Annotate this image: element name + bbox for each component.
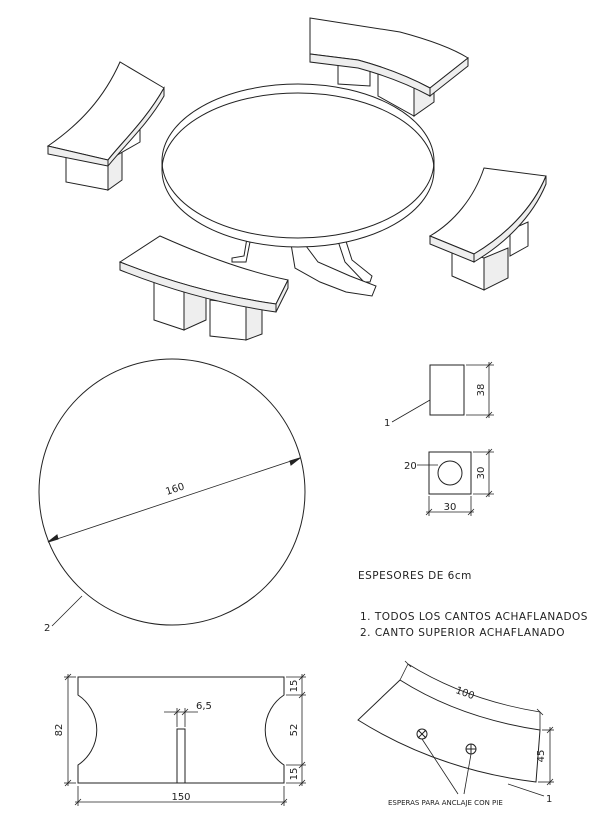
round-tabletop (162, 84, 434, 247)
callout-leader-2 (52, 596, 82, 626)
leg-section (404, 449, 494, 516)
anchor-label: ESPERAS PARA ANCLAJE CON PIE (388, 799, 503, 807)
callout-2: 2 (44, 623, 51, 634)
bench-top-left (48, 62, 164, 190)
callout-1: 1 (384, 418, 391, 429)
bench-front (120, 236, 288, 340)
leg-side-view (430, 365, 464, 415)
bottom-section-label: 15 (289, 767, 300, 781)
callout-1-seat: 1 (546, 794, 553, 805)
seat-outline (358, 680, 540, 782)
middle-section-label: 52 (289, 723, 300, 737)
callout-leader-1 (392, 400, 430, 422)
square-width-label: 30 (443, 502, 457, 513)
bench-right (430, 168, 546, 290)
bench-length-label: 150 (171, 792, 191, 803)
leg-height-label: 38 (476, 383, 487, 397)
curved-seat-plan (358, 661, 554, 807)
anchor-marker-right (466, 744, 476, 754)
square-height-label: 30 (476, 466, 487, 480)
slot-width-label: 6,5 (196, 701, 212, 712)
seat-width-label: 45 (536, 749, 547, 763)
bench-support-elevation (54, 674, 306, 806)
leg-elevation (384, 362, 494, 429)
hole-label: 20 (404, 461, 417, 472)
tabletop-plan (39, 359, 305, 634)
thickness-note: ESPESORES DE 6cm (358, 570, 472, 582)
isometric-view (48, 18, 546, 340)
diameter-label: 160 (164, 481, 187, 498)
note-1: 1. TODOS LOS CANTOS ACHAFLANADOS (360, 611, 588, 623)
diameter-line (48, 458, 300, 542)
notes (358, 570, 588, 639)
top-section-label: 15 (289, 679, 300, 693)
leg-square (429, 452, 471, 494)
note-2: 2. CANTO SUPERIOR ACHAFLANADO (360, 627, 565, 639)
seat-length-label: 100 (454, 685, 476, 703)
bench-height-label: 82 (54, 723, 65, 737)
support-slot (177, 729, 185, 783)
